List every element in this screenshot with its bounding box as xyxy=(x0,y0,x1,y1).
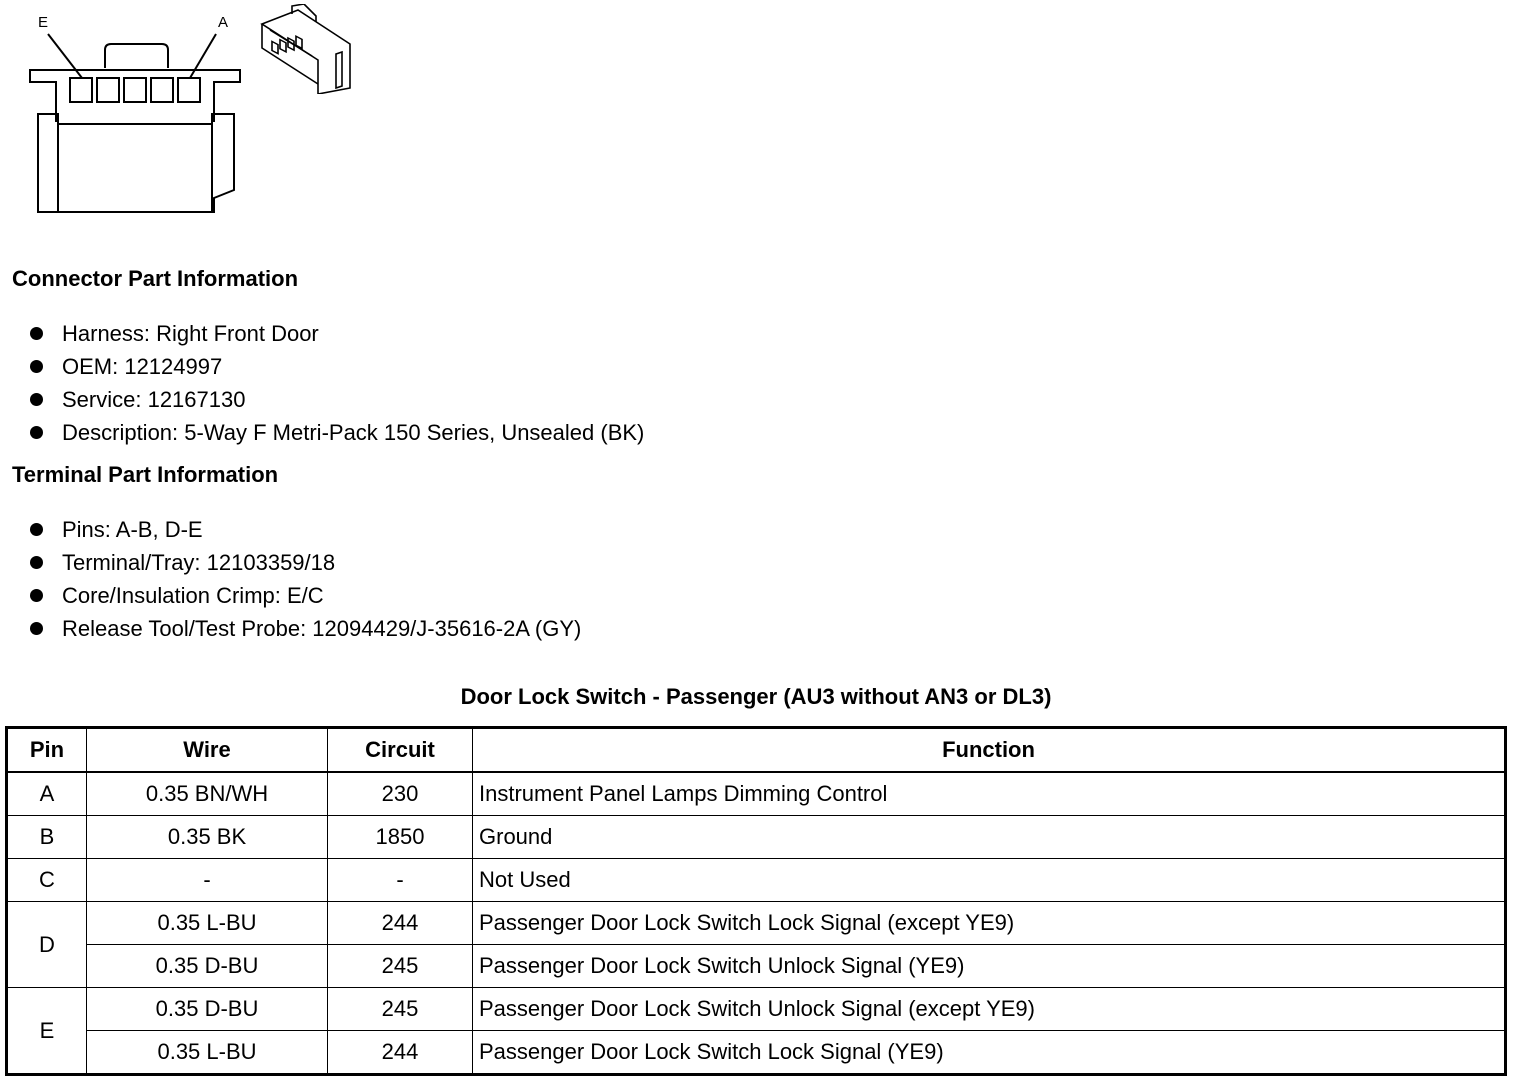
list-item: Release Tool/Test Probe: 12094429/J-35616-2A (GY) xyxy=(30,612,581,645)
bullet-icon xyxy=(30,556,43,569)
wire-cell: 0.35 L-BU xyxy=(87,1031,328,1075)
pin-cell: C xyxy=(7,859,87,902)
table-row xyxy=(7,945,1506,988)
table-row xyxy=(7,859,1506,902)
list-item: Harness: Right Front Door xyxy=(30,317,644,350)
wire-cell: 0.35 BK xyxy=(87,816,328,859)
table-row xyxy=(7,816,1506,859)
list-item: Service: 12167130 xyxy=(30,383,644,416)
circuit-cell: - xyxy=(328,859,473,902)
wire-cell: 0.35 D-BU xyxy=(87,988,328,1031)
circuit-cell: 1850 xyxy=(328,816,473,859)
function-cell: Instrument Panel Lamps Dimming Control xyxy=(473,772,1506,816)
function-cell: Ground xyxy=(473,816,1506,859)
list-item: OEM: 12124997 xyxy=(30,350,644,383)
circuit-cell: 244 xyxy=(328,902,473,945)
function-cell: Passenger Door Lock Switch Unlock Signal (YE9) xyxy=(473,945,1506,988)
bullet-icon xyxy=(30,589,43,602)
connector-isometric-view xyxy=(258,4,358,94)
circuit-cell: 230 xyxy=(328,772,473,816)
table-title: Door Lock Switch - Passenger (AU3 without AN3 or DL3) xyxy=(460,684,1052,709)
function-cell: Passenger Door Lock Switch Lock Signal (except YE9) xyxy=(473,902,1506,945)
pin-cell: A xyxy=(7,772,87,816)
pinout-table xyxy=(5,726,1507,1076)
pin-a-label: A xyxy=(218,14,229,31)
wire-cell: 0.35 D-BU xyxy=(87,945,328,988)
list-item: Core/Insulation Crimp: E/C xyxy=(30,579,581,612)
bullet-icon xyxy=(30,622,43,635)
function-cell: Not Used xyxy=(473,859,1506,902)
wire-cell: - xyxy=(87,859,328,902)
list-item: Description: 5-Way F Metri-Pack 150 Series, Unsealed (BK) xyxy=(30,416,644,449)
pin-cell: D xyxy=(7,902,87,988)
table-header-row xyxy=(7,728,1506,773)
function-cell: Passenger Door Lock Switch Unlock Signal (except YE9) xyxy=(473,988,1506,1031)
table-row xyxy=(7,988,1506,1031)
circuit-cell: 245 xyxy=(328,988,473,1031)
terminal-info-list xyxy=(30,513,581,645)
bullet-icon xyxy=(30,360,43,373)
wire-cell: 0.35 BN/WH xyxy=(87,772,328,816)
column-header-function: Function xyxy=(473,728,1506,773)
function-cell: Passenger Door Lock Switch Lock Signal (YE9) xyxy=(473,1031,1506,1075)
column-header-circuit: Circuit xyxy=(328,728,473,773)
table-row xyxy=(7,1031,1506,1075)
bullet-icon xyxy=(30,327,43,340)
column-header-pin: Pin xyxy=(7,728,87,773)
connector-info-list xyxy=(30,317,644,449)
bullet-icon xyxy=(30,393,43,406)
wire-cell: 0.35 L-BU xyxy=(87,902,328,945)
circuit-cell: 245 xyxy=(328,945,473,988)
column-header-wire: Wire xyxy=(87,728,328,773)
pin-cell: B xyxy=(7,816,87,859)
pin-cell: E xyxy=(7,988,87,1075)
list-item: Terminal/Tray: 12103359/18 xyxy=(30,546,581,579)
bullet-icon xyxy=(30,523,43,536)
circuit-cell: 244 xyxy=(328,1031,473,1075)
terminal-info-heading: Terminal Part Information xyxy=(12,462,279,487)
connector-info-heading: Connector Part Information xyxy=(12,266,299,291)
list-item: Pins: A-B, D-E xyxy=(30,513,581,546)
pin-e-label: E xyxy=(38,14,49,31)
bullet-icon xyxy=(30,426,43,439)
table-row xyxy=(7,902,1506,945)
connector-diagram xyxy=(0,0,380,230)
table-row xyxy=(7,772,1506,816)
